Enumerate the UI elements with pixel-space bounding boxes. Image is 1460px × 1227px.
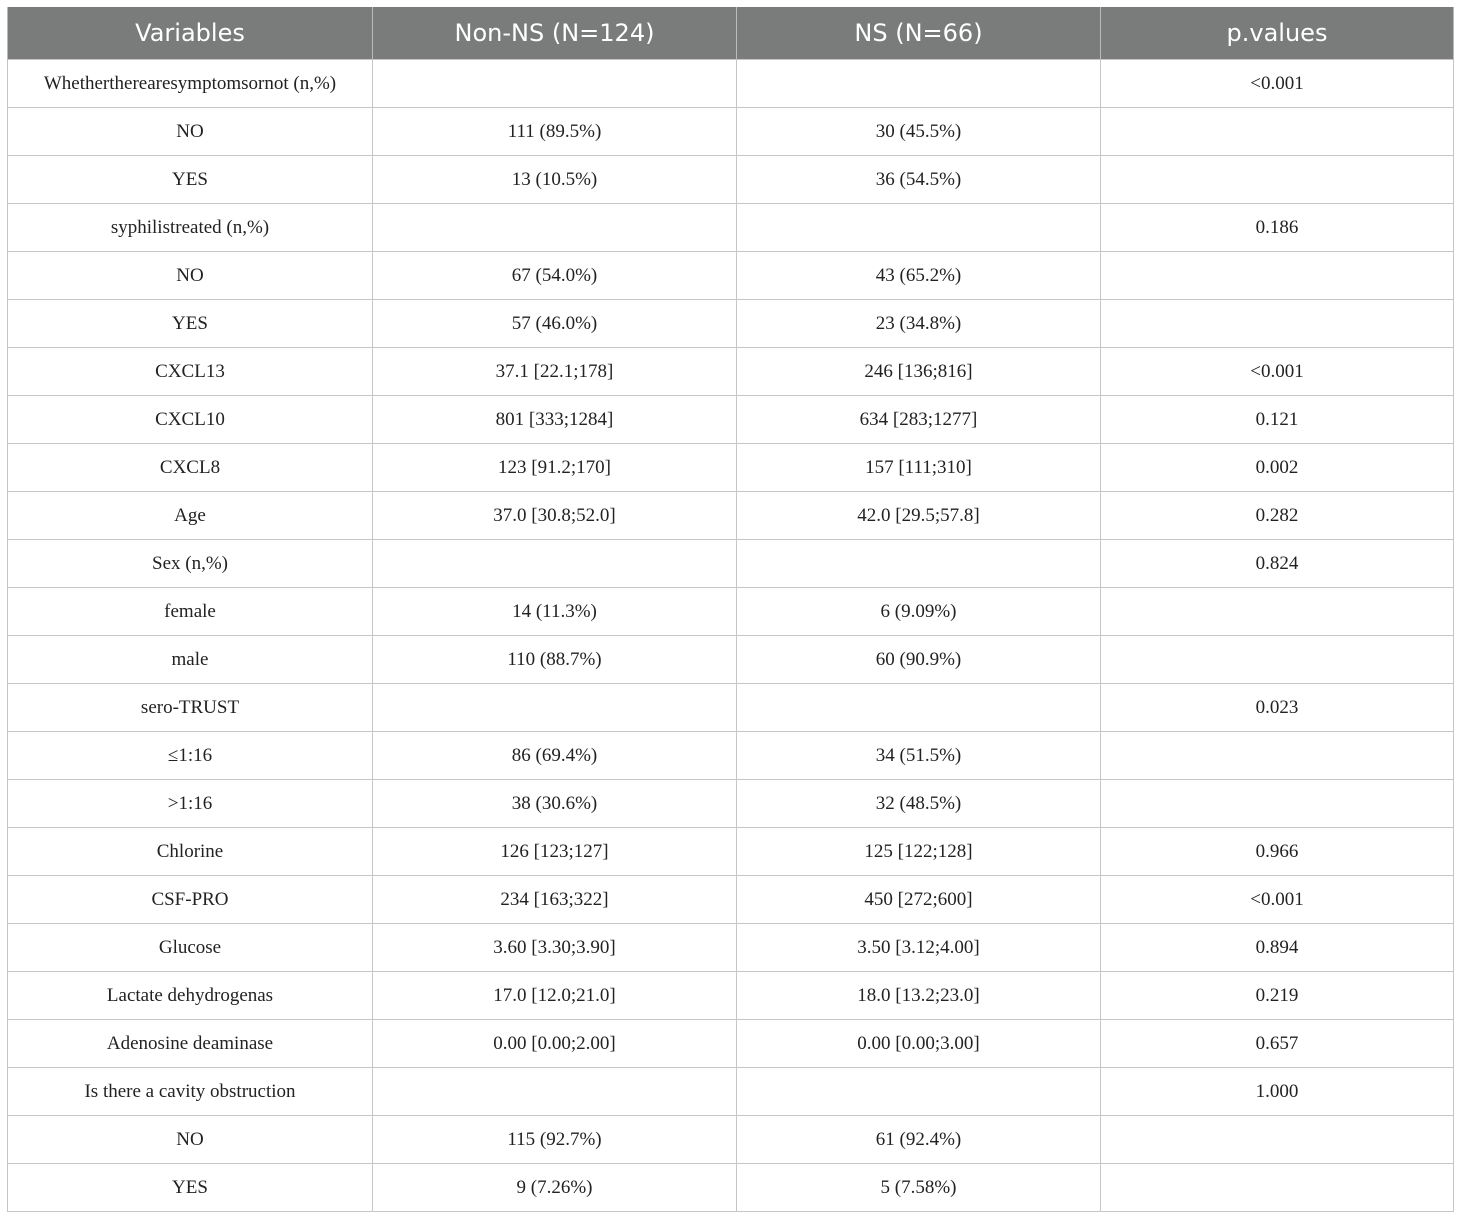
- cell-variable: NO: [8, 252, 373, 300]
- cell-ns: [737, 540, 1101, 588]
- cell-ns: 43 (65.2%): [737, 252, 1101, 300]
- table-row: [8, 1164, 1454, 1212]
- cell-ns: 3.50 [3.12;4.00]: [737, 924, 1101, 972]
- cell-non-ns: [373, 204, 737, 252]
- cell-p-value: [1101, 732, 1454, 780]
- table-row: [8, 972, 1454, 1020]
- cell-variable: Whethertherearesymptomsornot (n,%): [8, 60, 373, 108]
- cell-non-ns: 123 [91.2;170]: [373, 444, 737, 492]
- cell-variable: YES: [8, 156, 373, 204]
- cell-non-ns: 115 (92.7%): [373, 1116, 737, 1164]
- cell-variable: Is there a cavity obstruction: [8, 1068, 373, 1116]
- cell-variable: Lactate dehydrogenas: [8, 972, 373, 1020]
- cell-ns: 5 (7.58%): [737, 1164, 1101, 1212]
- cell-p-value: <0.001: [1101, 876, 1454, 924]
- cell-ns: 30 (45.5%): [737, 108, 1101, 156]
- table-row: [8, 300, 1454, 348]
- cell-variable: YES: [8, 300, 373, 348]
- cell-non-ns: 13 (10.5%): [373, 156, 737, 204]
- cell-non-ns: 801 [333;1284]: [373, 396, 737, 444]
- table-row: [8, 780, 1454, 828]
- cell-p-value: 0.894: [1101, 924, 1454, 972]
- cell-non-ns: 57 (46.0%): [373, 300, 737, 348]
- cell-p-value: [1101, 300, 1454, 348]
- cell-variable: ≤1:16: [8, 732, 373, 780]
- cell-non-ns: [373, 60, 737, 108]
- cell-ns: [737, 1068, 1101, 1116]
- table-row: [8, 396, 1454, 444]
- cell-non-ns: 234 [163;322]: [373, 876, 737, 924]
- cell-p-value: 0.282: [1101, 492, 1454, 540]
- cell-variable: NO: [8, 1116, 373, 1164]
- cell-ns: 42.0 [29.5;57.8]: [737, 492, 1101, 540]
- cell-non-ns: [373, 1068, 737, 1116]
- cell-p-value: 0.966: [1101, 828, 1454, 876]
- table-row: [8, 1068, 1454, 1116]
- table-row: [8, 828, 1454, 876]
- cell-variable: sero-TRUST: [8, 684, 373, 732]
- cell-p-value: 0.023: [1101, 684, 1454, 732]
- cell-ns: 32 (48.5%): [737, 780, 1101, 828]
- table-row: [8, 636, 1454, 684]
- comparison-table-container: [7, 7, 1453, 1212]
- cell-variable: CXCL8: [8, 444, 373, 492]
- cell-ns: 61 (92.4%): [737, 1116, 1101, 1164]
- cell-p-value: 0.824: [1101, 540, 1454, 588]
- cell-non-ns: [373, 684, 737, 732]
- cell-ns: 634 [283;1277]: [737, 396, 1101, 444]
- cell-p-value: [1101, 780, 1454, 828]
- table-row: [8, 444, 1454, 492]
- table-row: [8, 684, 1454, 732]
- cell-p-value: <0.001: [1101, 60, 1454, 108]
- cell-variable: syphilistreated (n,%): [8, 204, 373, 252]
- cell-variable: Glucose: [8, 924, 373, 972]
- cell-ns: 157 [111;310]: [737, 444, 1101, 492]
- cell-non-ns: 0.00 [0.00;2.00]: [373, 1020, 737, 1068]
- table-row: [8, 1116, 1454, 1164]
- cell-non-ns: 67 (54.0%): [373, 252, 737, 300]
- cell-ns: 6 (9.09%): [737, 588, 1101, 636]
- table-row: [8, 204, 1454, 252]
- cell-variable: CXCL10: [8, 396, 373, 444]
- cell-p-value: [1101, 636, 1454, 684]
- table-row: [8, 924, 1454, 972]
- cell-p-value: 0.219: [1101, 972, 1454, 1020]
- cell-p-value: 0.002: [1101, 444, 1454, 492]
- cell-ns: 0.00 [0.00;3.00]: [737, 1020, 1101, 1068]
- cell-variable: YES: [8, 1164, 373, 1212]
- comparison-table: [7, 7, 1454, 1212]
- header-row: [8, 7, 1454, 60]
- cell-non-ns: 38 (30.6%): [373, 780, 737, 828]
- table-row: [8, 348, 1454, 396]
- cell-ns: 18.0 [13.2;23.0]: [737, 972, 1101, 1020]
- cell-non-ns: 86 (69.4%): [373, 732, 737, 780]
- cell-p-value: [1101, 588, 1454, 636]
- table-header: [8, 7, 1454, 60]
- cell-non-ns: 17.0 [12.0;21.0]: [373, 972, 737, 1020]
- cell-non-ns: 37.1 [22.1;178]: [373, 348, 737, 396]
- table-row: [8, 108, 1454, 156]
- cell-p-value: [1101, 252, 1454, 300]
- table-row: [8, 60, 1454, 108]
- table-row: [8, 876, 1454, 924]
- cell-non-ns: 14 (11.3%): [373, 588, 737, 636]
- cell-p-value: 0.657: [1101, 1020, 1454, 1068]
- cell-ns: [737, 684, 1101, 732]
- cell-p-value: [1101, 1116, 1454, 1164]
- table-body: [8, 60, 1454, 1212]
- cell-ns: 125 [122;128]: [737, 828, 1101, 876]
- cell-non-ns: 111 (89.5%): [373, 108, 737, 156]
- table-row: [8, 540, 1454, 588]
- table-row: [8, 1020, 1454, 1068]
- table-row: [8, 252, 1454, 300]
- cell-variable: CSF-PRO: [8, 876, 373, 924]
- cell-variable: NO: [8, 108, 373, 156]
- header-ns: NS (N=66): [737, 7, 1101, 60]
- cell-variable: >1:16: [8, 780, 373, 828]
- cell-variable: male: [8, 636, 373, 684]
- cell-variable: Age: [8, 492, 373, 540]
- header-variables: Variables: [8, 7, 373, 60]
- table-row: [8, 588, 1454, 636]
- table-row: [8, 732, 1454, 780]
- cell-variable: CXCL13: [8, 348, 373, 396]
- cell-ns: 246 [136;816]: [737, 348, 1101, 396]
- cell-p-value: [1101, 156, 1454, 204]
- cell-p-value: <0.001: [1101, 348, 1454, 396]
- cell-p-value: [1101, 108, 1454, 156]
- cell-non-ns: [373, 540, 737, 588]
- cell-ns: [737, 60, 1101, 108]
- cell-ns: 36 (54.5%): [737, 156, 1101, 204]
- cell-non-ns: 110 (88.7%): [373, 636, 737, 684]
- cell-non-ns: 3.60 [3.30;3.90]: [373, 924, 737, 972]
- cell-p-value: 1.000: [1101, 1068, 1454, 1116]
- cell-ns: 23 (34.8%): [737, 300, 1101, 348]
- cell-ns: 34 (51.5%): [737, 732, 1101, 780]
- cell-ns: [737, 204, 1101, 252]
- header-p-values: p.values: [1101, 7, 1454, 60]
- cell-variable: female: [8, 588, 373, 636]
- cell-ns: 450 [272;600]: [737, 876, 1101, 924]
- table-row: [8, 492, 1454, 540]
- cell-variable: Adenosine deaminase: [8, 1020, 373, 1068]
- cell-non-ns: 37.0 [30.8;52.0]: [373, 492, 737, 540]
- cell-variable: Chlorine: [8, 828, 373, 876]
- header-non-ns: Non-NS (N=124): [373, 7, 737, 60]
- cell-variable: Sex (n,%): [8, 540, 373, 588]
- table-row: [8, 156, 1454, 204]
- cell-non-ns: 126 [123;127]: [373, 828, 737, 876]
- cell-p-value: [1101, 1164, 1454, 1212]
- cell-p-value: 0.186: [1101, 204, 1454, 252]
- cell-ns: 60 (90.9%): [737, 636, 1101, 684]
- cell-p-value: 0.121: [1101, 396, 1454, 444]
- cell-non-ns: 9 (7.26%): [373, 1164, 737, 1212]
